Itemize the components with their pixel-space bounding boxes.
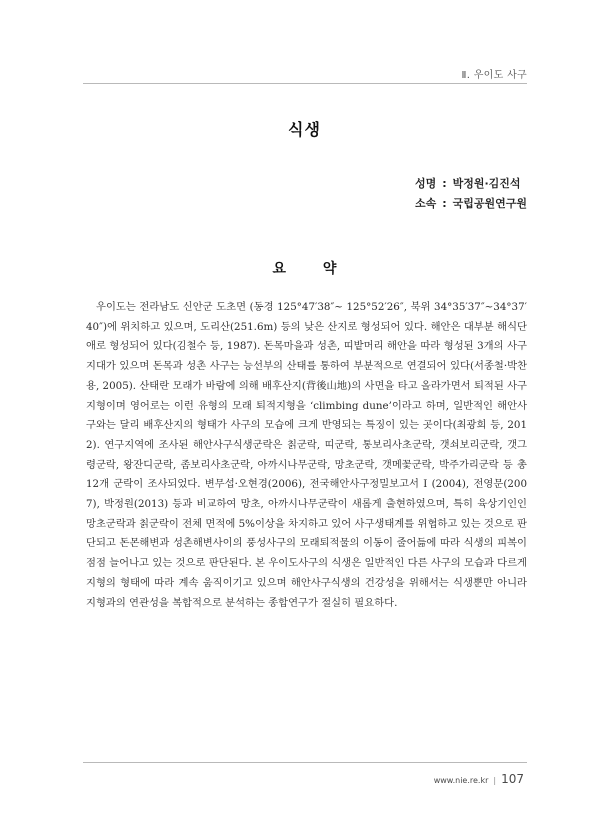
author-affiliation-row — [415, 194, 527, 214]
author-block — [415, 174, 527, 214]
affiliation-separator: : — [442, 197, 447, 210]
page-number: 107 — [501, 772, 524, 786]
footer-separator: | — [493, 776, 497, 785]
running-header: Ⅱ. 우이도 사구 — [461, 70, 527, 81]
author-name-separator: : — [442, 177, 447, 190]
page-footer — [434, 772, 524, 786]
page-title: 식생 — [288, 120, 321, 139]
footer-divider — [83, 762, 527, 763]
header-divider — [83, 83, 527, 84]
footer-url: www.nie.re.kr — [433, 776, 489, 785]
author-names: 박정원·김진석 — [452, 177, 521, 190]
affiliation-label: 소속 — [414, 197, 437, 210]
author-name-row — [415, 174, 527, 194]
summary-heading: 요 약 — [272, 261, 353, 277]
summary-paragraph: 우이도는 전라남도 신안군 도초면 (동경 125°47′38″~ 125°52′26″, 북위 34°35′37″~34°37′40″)에 위치하고 있으며, 도리산(251.6m) 등의 낮은 산지로 형성되어 있다. 해안은 대부분 해식단애로 형성되어 있다(김철수 등, 1987). 돈목마을과 성촌, 띠밭머리 해안을 따라 형성된 3개의 사구지대가 있으며 돈목과 성촌 사구는 능선부의 산태를 통하여 부분적으로 연결되어 있다(서종철·박찬용, 2005). 산태란 모래가 바람에 의해 배후산지(背後山地)의 사면을 타고 올라가면서 퇴적된 사구지형이며 영어로는 이런 유형의 모래 퇴적지형을 ‘climbing dune’이라고 하며, 일반적인 해안사구와는 달리 배후산지의 형태가 사구의 모습에 크게 반영되는 특징이 있는 곳이다(최광희 등, 2012). 연구지역에 조사된 해안사구식생군락은 칡군락, 띠군락, 통보리사초군락, 갯쇠보리군락, 갯그령군락, 왕잔디군락, 좀보리사초군락, 아까시나무군락, 망초군락, 갯메꽃군락, 박주가리군락 등 총 12개 군락이 조사되었다. 변무섭·오현경(2006), 전국해안사구정밀보고서 I (2004), 전영문(2007), 박정원(2013) 등과 비교하여 망초, 아까시나무군락이 새롭게 출현하였으며, 특히 육상기인인 망초군락과 칡군락이 전체 면적에 5%이상을 차지하고 있어 사구생태계를 위협하고 있는 것으로 판단되고 돈몬해변과 성촌해변사이의 풍성사구의 모래퇴적물의 이동이 줄어듦에 따라 식생의 피복이 점점 늘어나고 있는 것으로 판단된다. 본 우이도사구의 식생은 일반적인 다른 사구의 모습과 다르게 지형의 형태에 따라 계속 움직이기고 있으며 해안사구식생의 건강성을 위해서는 식생뿐만 아니라 지형과의 연관성을 복합적으로 분석하는 종합연구가 절실히 필요하다. — [86, 301, 527, 609]
affiliation-name: 국립공원연구원 — [452, 197, 527, 210]
author-name-label: 성명 — [414, 177, 437, 190]
